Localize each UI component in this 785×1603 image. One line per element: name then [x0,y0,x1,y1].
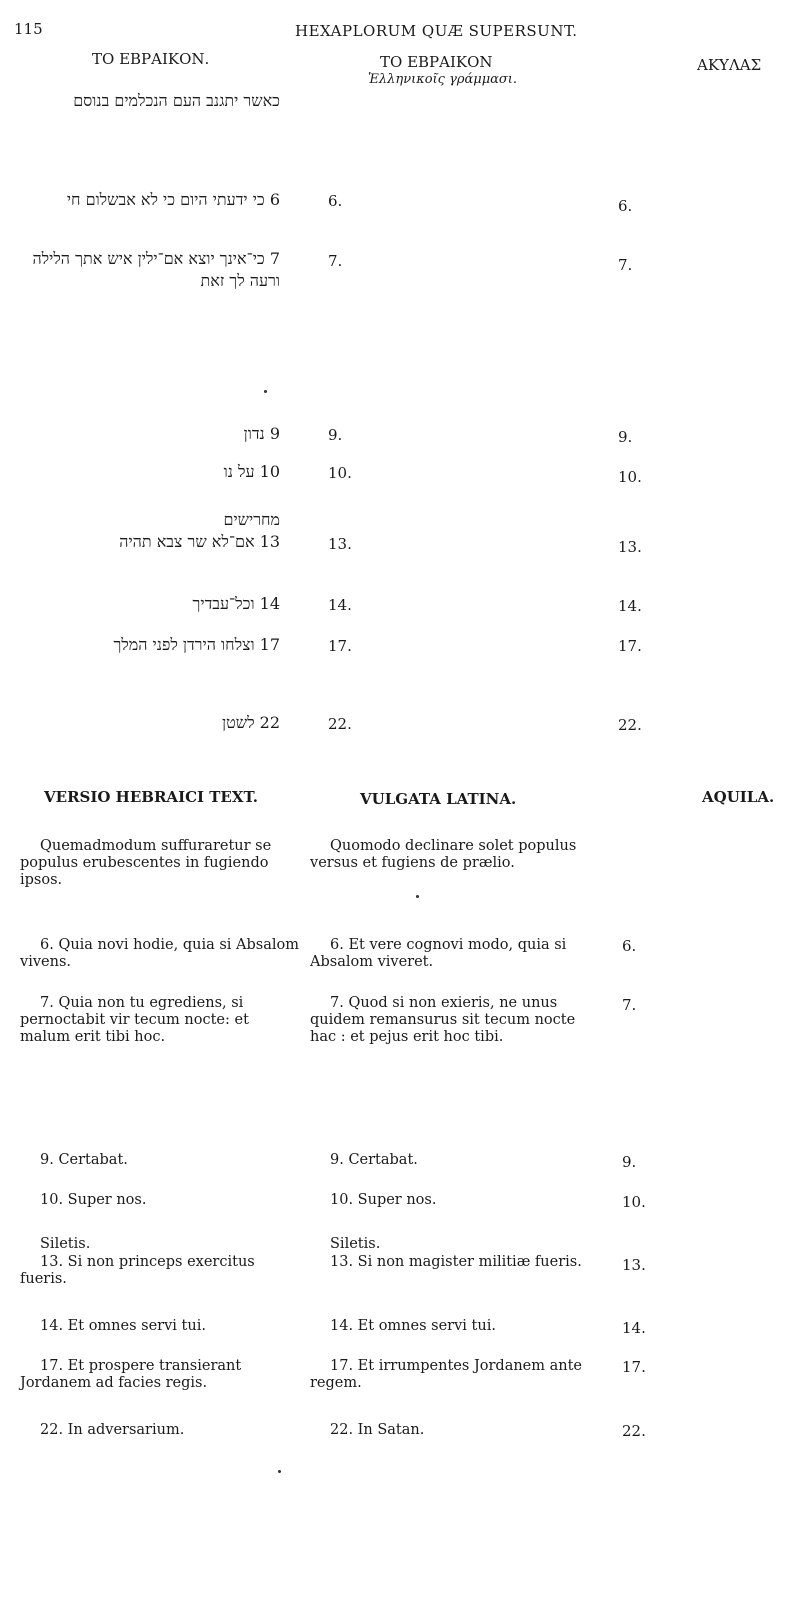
vulgata-row: 14. Et omnes servi tui. [330,1318,496,1334]
versio-row: 17. Et prospere transierant Jordanem ad facies regis. [20,1358,242,1391]
versio-row: Quemadmodum suffuraretur se populus erubescentes in fugiendo ipsos. [20,838,272,888]
aquila-verse-number: 10. [618,468,642,486]
versio-row: 22. In adversarium. [40,1422,185,1438]
vulgata-row: 17. Et irrumpentes Jordanem ante regem. [310,1358,583,1391]
aquila-verse-number: 9. [622,1153,637,1171]
vulgata-row: 9. Certabat. [330,1152,418,1168]
versio-row: 10. Super nos. [40,1192,147,1208]
vulgata-row: Siletis. [330,1236,381,1252]
hebrew-row: כאשר יתגנב העם הנכלמים בנוסם [73,91,280,110]
hebrew-row: 14 וכל־עבדיך [192,594,280,613]
aquila-verse-number: 14. [622,1319,646,1337]
aquila-verse-number: 10. [622,1193,646,1211]
ink-dot [416,895,419,898]
greek-verse-number: 14. [328,596,352,614]
column-header-hebrew-greek: ΤΟ ΕΒΡΑΙΚΟΝ [380,53,493,71]
aquila-verse-number: 7. [618,256,633,274]
versio-row: 9. Certabat. [40,1152,128,1168]
greek-verse-number: 7. [328,252,343,270]
aquila-verse-number: 6. [622,937,637,955]
page-number: 115 [14,20,43,38]
greek-verse-number: 10. [328,464,352,482]
running-title: HEXAPLORUM QUÆ SUPERSUNT. [295,22,578,40]
hebrew-row: 13 אם־לא שר צבא תהיה [119,532,280,551]
column-header-aquila: AQUILA. [702,788,775,806]
vulgata-row: 6. Et vere cognovi modo, quia si Absalom viveret. [310,937,567,970]
greek-verse-number: 22. [328,715,352,733]
versio-row: 7. Quia non tu egrediens, si pernoctabit vir tecum nocte: et malum erit tibi hoc. [20,995,249,1045]
versio-row: Siletis. [40,1236,91,1252]
versio-row: 14. Et omnes servi tui. [40,1318,206,1334]
aquila-verse-number: 22. [618,716,642,734]
column-subheader-greek-letters: Ἑλληνικοῖς γράμμασι. [368,72,518,87]
greek-verse-number: 17. [328,637,352,655]
aquila-verse-number: 6. [618,197,633,215]
aquila-verse-number: 17. [618,637,642,655]
hebrew-row: 9 נדון [243,424,280,443]
versio-row: 6. Quia novi hodie, quia si Absalom vivens. [20,937,300,970]
column-header-hebrew: ΤΟ ΕΒΡΑΙΚΟΝ. [92,50,210,68]
aquila-verse-number: 13. [622,1256,646,1274]
hebrew-row: 17 וצלחו הירדן לפני המלך [113,635,280,654]
hebrew-row: מחרישים [223,510,280,529]
aquila-verse-number: 13. [618,538,642,556]
column-header-versio: VERSIO HEBRAICI TEXT. [44,788,258,806]
aquila-verse-number: 14. [618,597,642,615]
vulgata-row: 10. Super nos. [330,1192,437,1208]
aquila-verse-number: 9. [618,428,633,446]
column-header-vulgata: VULGATA LATINA. [360,790,517,808]
vulgata-row: 22. In Satan. [330,1422,425,1438]
greek-verse-number: 9. [328,426,343,444]
versio-row: 13. Si non princeps exercitus fueris. [20,1254,255,1287]
hebrew-row: 6 כי ידעתי היום כי לא אבשלום חי [66,190,280,209]
ink-dot [278,1470,281,1473]
hebrew-row: 7 כי־אינך יוצא אם־ילין איש אתך הלילה ורעה לך זאת [32,249,280,290]
column-header-aquila-greek: ΑΚΥΛΑΣ [697,56,762,74]
vulgata-row: 13. Si non magister militiæ fueris. [330,1254,582,1270]
aquila-verse-number: 22. [622,1422,646,1440]
ink-dot [264,390,267,393]
aquila-verse-number: 17. [622,1358,646,1376]
hebrew-row: 10 על נו [223,462,280,481]
aquila-verse-number: 7. [622,996,637,1014]
hebrew-row: 22 לשטן [222,713,280,732]
vulgata-row: 7. Quod si non exieris, ne unus quidem remansurus sit tecum nocte hac : et pejus erit hoc tibi. [310,995,576,1045]
greek-verse-number: 6. [328,192,343,210]
greek-verse-number: 13. [328,535,352,553]
vulgata-row: Quomodo declinare solet populus versus et fugiens de prælio. [310,838,577,871]
